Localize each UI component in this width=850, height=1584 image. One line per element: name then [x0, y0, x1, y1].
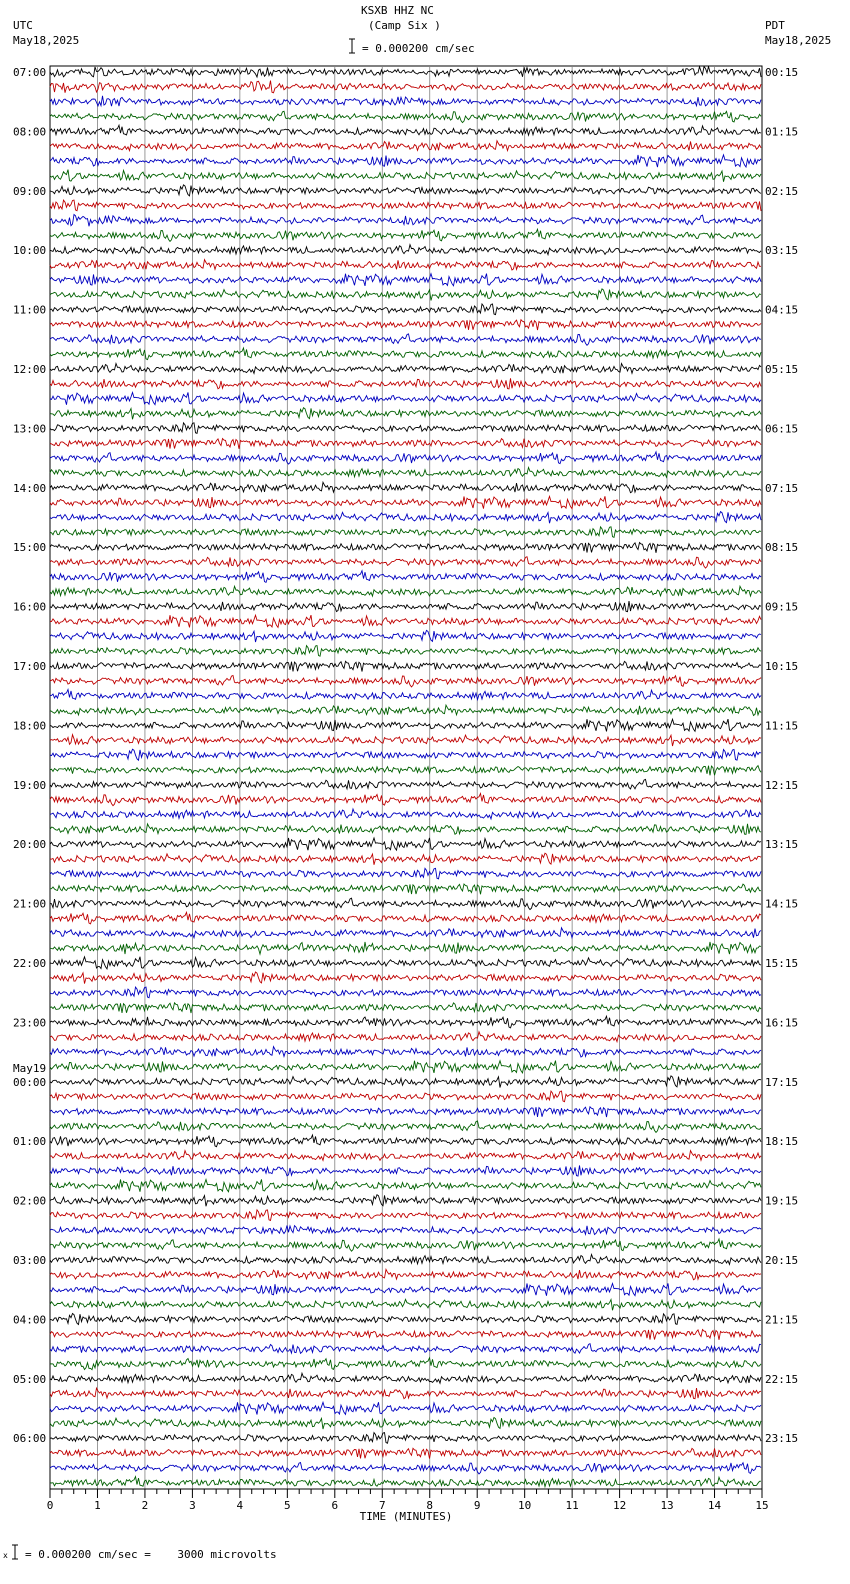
utc-hour-label: 16:00 — [13, 600, 47, 614]
seismic-trace — [50, 482, 761, 492]
seismic-trace — [50, 571, 761, 583]
station-title: KSXB HHZ NC — [361, 4, 434, 17]
pdt-hour-label: 05:15 — [765, 363, 799, 376]
seismic-trace — [50, 348, 761, 360]
seismic-trace — [50, 423, 761, 434]
seismic-trace — [50, 274, 761, 286]
pdt-hour-label: 20:15 — [765, 1254, 799, 1267]
utc-hour-label: 01:00 — [13, 1135, 47, 1149]
utc-hour-label: 03:00 — [13, 1254, 47, 1267]
seismic-trace — [50, 67, 761, 78]
seismic-trace — [50, 439, 761, 449]
pdt-hour-label: 07:15 — [765, 481, 799, 495]
x-tick-label: 4 — [236, 1499, 244, 1512]
seismic-trace — [50, 853, 761, 865]
site-name: (Camp Six ) — [368, 19, 441, 32]
seismic-trace — [50, 334, 761, 345]
utc-hour-label: 05:00 — [13, 1372, 47, 1386]
utc-hour-label: 08:00 — [13, 125, 47, 139]
trace-layer — [50, 67, 761, 1487]
seismic-trace — [50, 1463, 761, 1474]
utc-hour-label: 04:00 — [13, 1313, 47, 1327]
seismic-trace — [50, 1402, 761, 1414]
seismic-trace — [50, 260, 761, 270]
seismic-trace — [50, 452, 761, 464]
pdt-hour-label: 00:15 — [765, 66, 799, 79]
seismic-trace — [50, 1283, 761, 1295]
seismic-trace — [50, 1299, 761, 1310]
seismic-trace — [50, 705, 761, 715]
seismic-trace — [50, 1418, 761, 1430]
utc-hour-label: 00:00 — [13, 1075, 47, 1089]
right-date: May18,2025 — [765, 34, 832, 47]
seismic-trace — [50, 735, 761, 746]
seismic-trace — [50, 898, 761, 909]
x-tick-label: 12 — [612, 1499, 627, 1512]
utc-hour-label: 17:00 — [13, 660, 47, 673]
utc-hour-label: 18:00 — [13, 719, 47, 733]
utc-hour-label: 10:00 — [13, 244, 47, 258]
left-time-zone: UTC — [13, 19, 33, 32]
utc-hour-label: 23:00 — [13, 1016, 47, 1030]
utc-hour-label: 20:00 — [13, 838, 47, 852]
seismic-trace — [50, 245, 761, 255]
x-tick-label: 14 — [707, 1499, 722, 1512]
seismic-trace — [50, 1388, 761, 1399]
date-change-label: May19 — [13, 1061, 47, 1075]
pdt-hour-label: 08:15 — [765, 541, 799, 555]
seismic-trace — [50, 766, 761, 776]
seismic-trace — [50, 1165, 761, 1176]
seismic-trace — [50, 1433, 761, 1444]
seismic-trace — [50, 1076, 761, 1088]
seismic-trace — [50, 1061, 761, 1073]
seismic-trace — [50, 155, 761, 167]
seismic-trace — [50, 838, 761, 850]
seismic-trace — [50, 1179, 761, 1191]
seismic-trace — [50, 543, 761, 553]
seismic-trace — [50, 779, 761, 789]
pdt-hour-label: 09:15 — [765, 600, 799, 614]
seismic-trace — [50, 1210, 761, 1221]
pdt-hour-label: 01:15 — [765, 125, 799, 139]
x-tick-label: 6 — [331, 1499, 339, 1512]
pdt-hour-label: 02:15 — [765, 184, 799, 198]
seismic-trace — [50, 1314, 761, 1325]
utc-hour-label: 11:00 — [13, 303, 47, 317]
seismic-trace — [50, 1358, 761, 1370]
seismic-trace — [50, 125, 761, 135]
seismic-trace — [50, 229, 761, 241]
x-tick-label: 10 — [518, 1499, 532, 1512]
seismic-trace — [50, 1477, 761, 1487]
seismic-trace — [50, 496, 761, 508]
seismic-trace — [50, 468, 761, 478]
seismic-trace — [50, 289, 761, 301]
seismic-trace — [50, 170, 761, 182]
seismic-trace — [50, 690, 761, 700]
seismic-trace — [50, 615, 761, 627]
seismic-trace — [50, 942, 761, 954]
x-tick-label: 0 — [46, 1499, 54, 1512]
seismic-trace — [50, 1003, 761, 1013]
pdt-hour-label: 15:15 — [765, 957, 799, 970]
utc-hour-label: 22:00 — [13, 957, 47, 970]
pdt-hour-label: 17:15 — [765, 1075, 799, 1089]
seismic-trace — [50, 392, 761, 404]
seismic-trace — [50, 957, 761, 969]
pdt-hour-label: 13:15 — [765, 838, 799, 852]
seismic-trace — [50, 809, 761, 819]
pdt-hour-label: 23:15 — [765, 1432, 799, 1446]
pdt-hour-label: 19:15 — [765, 1194, 799, 1208]
x-tick-label: 7 — [378, 1499, 386, 1512]
x-axis-title: TIME (MINUTES) — [359, 1510, 453, 1523]
x-tick-label: 5 — [284, 1499, 291, 1512]
seismic-trace — [50, 676, 761, 687]
pdt-hour-label: 22:15 — [765, 1372, 799, 1386]
utc-hour-label: 12:00 — [13, 363, 47, 376]
x-tick-label: 9 — [473, 1499, 481, 1512]
seismic-trace — [50, 1047, 761, 1057]
seismic-trace — [50, 646, 761, 657]
seismic-trace — [50, 928, 761, 938]
pdt-hour-label: 14:15 — [765, 897, 799, 911]
x-tick-label: 3 — [189, 1499, 196, 1512]
seismic-trace — [50, 1195, 761, 1207]
utc-hour-label: 15:00 — [13, 541, 47, 555]
x-tick-label: 2 — [141, 1499, 149, 1512]
seismic-trace — [50, 512, 761, 524]
x-tick-label: 13 — [660, 1499, 674, 1512]
seismic-trace — [50, 96, 761, 106]
seismic-trace — [50, 630, 761, 642]
seismic-trace — [50, 661, 761, 671]
left-date: May18,2025 — [13, 34, 80, 47]
seismic-trace — [50, 1226, 761, 1235]
seismic-trace — [50, 987, 761, 998]
seismic-trace — [50, 884, 761, 894]
seismic-trace — [50, 1330, 761, 1340]
seismic-trace — [50, 1121, 761, 1132]
pdt-hour-label: 18:15 — [765, 1135, 799, 1149]
seismic-trace — [50, 200, 761, 211]
x-tick-label: 8 — [426, 1499, 434, 1512]
seismic-trace — [50, 408, 761, 420]
pdt-hour-label: 16:15 — [765, 1016, 799, 1030]
seismic-trace — [50, 1344, 761, 1354]
seismic-trace — [50, 1448, 761, 1458]
seismic-trace — [50, 1373, 761, 1383]
pdt-hour-label: 10:15 — [765, 660, 799, 673]
seismic-trace — [50, 111, 761, 122]
seismic-trace — [50, 824, 761, 835]
seismic-trace — [50, 1016, 761, 1028]
scale-text: = 0.000200 cm/sec — [362, 42, 475, 55]
seismic-trace — [50, 185, 761, 196]
seismic-trace — [50, 586, 761, 596]
seismic-trace — [50, 1151, 761, 1161]
utc-hour-label: 02:00 — [13, 1194, 47, 1208]
seismic-trace — [50, 304, 761, 315]
pdt-hour-label: 21:15 — [765, 1313, 799, 1327]
utc-hour-label: 21:00 — [13, 897, 47, 911]
x-tick-label: 15 — [755, 1499, 769, 1512]
pdt-hour-label: 12:15 — [765, 778, 799, 792]
seismic-trace — [50, 1135, 761, 1147]
seismic-trace — [50, 1091, 761, 1102]
seismic-trace — [50, 1269, 761, 1279]
seismic-trace — [50, 364, 761, 374]
seismic-trace — [50, 320, 761, 330]
seismic-trace — [50, 912, 761, 924]
pdt-hour-label: 04:15 — [765, 303, 799, 317]
x-tick-label: 1 — [94, 1499, 101, 1512]
seismic-trace — [50, 794, 761, 806]
pdt-hour-label: 11:15 — [765, 719, 799, 733]
utc-hour-label: 13:00 — [13, 422, 47, 436]
right-time-zone: PDT — [765, 19, 785, 32]
seismic-trace — [50, 215, 761, 227]
seismic-trace — [50, 719, 761, 731]
seismic-trace — [50, 527, 761, 538]
seismic-trace — [50, 1255, 761, 1265]
seismic-trace — [50, 972, 761, 984]
seismic-trace — [50, 81, 761, 93]
pdt-hour-label: 06:15 — [765, 422, 799, 436]
seismic-trace — [50, 868, 761, 879]
pdt-hour-label: 03:15 — [765, 244, 799, 258]
seismic-trace — [50, 601, 761, 612]
seismic-trace — [50, 378, 761, 389]
utc-hour-label: 19:00 — [13, 778, 47, 792]
seismic-trace — [50, 1239, 761, 1251]
seismic-trace — [50, 1032, 761, 1042]
footer-scale-text: = 0.000200 cm/sec = 3000 microvolts — [25, 1548, 277, 1561]
footer-scale-bar-icon — [10, 1544, 20, 1562]
footer-prefix: x — [3, 1551, 8, 1560]
x-tick-label: 11 — [565, 1499, 579, 1512]
seismic-trace — [50, 1107, 761, 1117]
seismic-trace — [50, 557, 761, 568]
utc-hour-label: 07:00 — [13, 66, 47, 79]
utc-hour-label: 14:00 — [13, 481, 47, 495]
utc-hour-label: 06:00 — [13, 1432, 47, 1446]
seismic-trace — [50, 141, 761, 151]
seismic-trace — [50, 749, 761, 760]
utc-hour-label: 09:00 — [13, 184, 47, 198]
